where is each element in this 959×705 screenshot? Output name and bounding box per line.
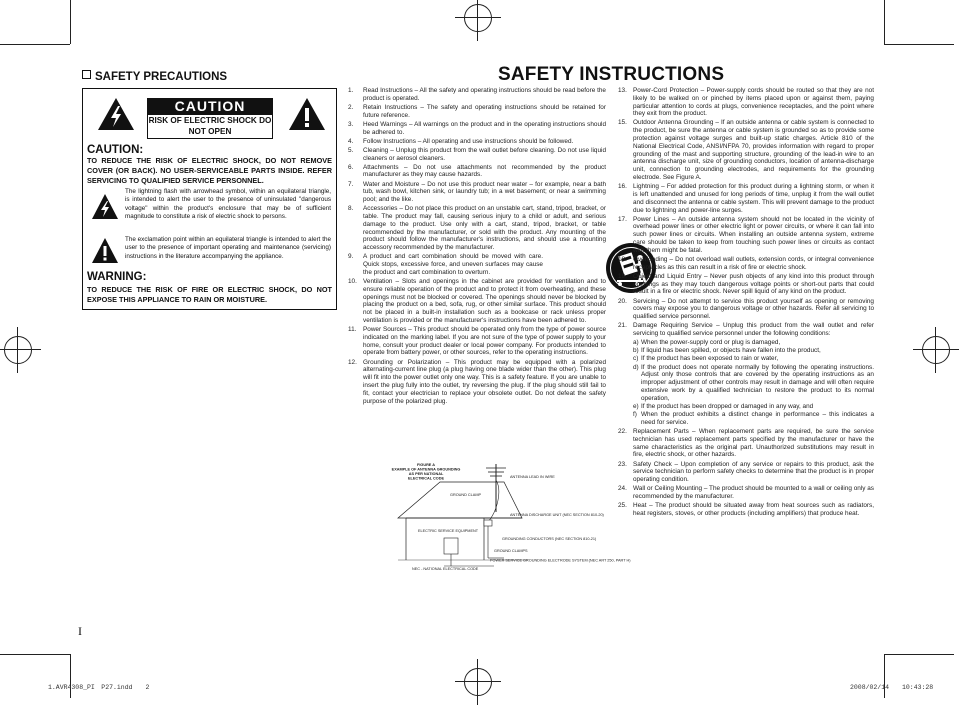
- item-number: 15.: [618, 119, 627, 127]
- instruction-item: Power-Cord Protection – Power-supply cords should be routed so that they are not likely to be walked on or pinched by items placed upon or against them, paying particular attention to cords at plugs, convenience receptacles, and the point where they exit from the product.: [633, 87, 874, 118]
- lightning-symbol-icon: [91, 193, 119, 221]
- exclamation-warning-icon: [288, 97, 326, 131]
- item-number: 8.: [348, 205, 354, 213]
- instruction-item: A product and cart combination should be moved with care. Quick stops, excessive force, and uneven surfaces may cause the product and cart combination to overturn.: [363, 253, 543, 276]
- safety-precautions-title: SAFETY PRECAUTIONS: [95, 71, 228, 83]
- condition-item: When the power-supply cord or plug is damaged,: [641, 339, 781, 347]
- shock-warning-label: RISK OF ELECTRIC SHOCK DO NOT OPEN: [147, 114, 273, 139]
- sub-letter: c): [633, 355, 639, 363]
- item-number: 18.: [618, 255, 627, 263]
- instruction-item: Damage Requiring Service – Unplug this product from the wall outlet and refer servicing to qualified service personnel under the following conditions:: [633, 322, 874, 337]
- figure-label-ground-clamps: GROUND CLAMPS: [494, 549, 528, 553]
- instruction-item: Read Instructions – All the safety and operating instructions should be read before the product is operated.: [363, 87, 606, 102]
- lightning-warning-icon: [97, 97, 135, 131]
- instruction-item: Object and Liquid Entry – Never push objects of any kind into this product through openings as they may touch dangerous voltage points or short-out parts that could result in a fire or electric shock. Never spill liquid of any kind on the product.: [633, 272, 874, 296]
- instruction-item: Outdoor Antenna Grounding – If an outside antenna or cable system is connected to the product, be sure the antenna or cable system is grounded so as to provide some protection against voltage surges and built-up static charges. Article 810 of the National Electrical Code, ANSI/NFPA 70, provides information with regard to proper grounding of the mast and supporting structure, grounding of the lead-in wire to an antenna discharge unit, size of grounding conductors, location of antenna-discharge unit, connection to grounding electrodes, and requirements for the grounding electrode. See Figure A.: [633, 119, 874, 182]
- instruction-item: Overloading – Do not overload wall outlets, extension cords, or integral convenience receptacles as this can result in a risk of fire or electric shock.: [633, 255, 874, 271]
- item-number: 20.: [618, 297, 627, 305]
- item-number: 9.: [348, 253, 354, 261]
- caution-text: TO REDUCE THE RISK OF ELECTRIC SHOCK, DO NOT REMOVE COVER (OR BACK). NO USER-SERVICEABLE PARTS INSIDE. REFER SERVICING TO QUALIFIED SERVICE PERSONNEL.: [87, 156, 332, 185]
- sub-letter: b): [633, 347, 639, 355]
- sub-letter: d): [633, 363, 639, 371]
- item-number: 11.: [348, 326, 357, 334]
- figure-subtitle: EXAMPLE OF ANTENNA GROUNDING: [391, 467, 461, 472]
- item-number: 19.: [618, 272, 627, 280]
- instruction-item: Retain Instructions – The safety and operating instructions should be retained for future reference.: [363, 103, 606, 119]
- figure-label-nec: NEC - NATIONAL ELECTRICAL CODE: [412, 567, 479, 571]
- instruction-item: Safety Check – Upon completion of any service or repairs to this product, ask the service technician to perform safety checks to determine that the product is in proper operating condition.: [633, 460, 874, 484]
- item-number: 10.: [348, 278, 357, 285]
- figure-subtitle-2: AS PER NATIONAL: [408, 472, 444, 476]
- figure-subtitle-3: ELECTRICAL CODE: [407, 476, 445, 481]
- figure-label-discharge-unit: ANTENNA DISCHARGE UNIT (NEC SECTION 810-20): [510, 513, 604, 517]
- condition-item: If the product has been dropped or damaged in any way, and: [641, 403, 814, 411]
- item-number: 23.: [618, 460, 627, 468]
- item-number: 12.: [348, 358, 357, 366]
- instruction-item: Attachments – Do not use attachments not recommended by the product manufacturer as they may cause hazards.: [363, 163, 606, 179]
- caution-box: [82, 88, 337, 310]
- caution-title: CAUTION:: [87, 144, 144, 156]
- condition-item: When the product exhibits a distinct change in performance – this indicates a need for service.: [641, 411, 874, 426]
- instruction-item: Power Sources – This product should be operated only from the type of power source indicated on the marking label. If you are not sure of the type of power supply to your home, consult your product dealer or local power company. For products intended to operate from battery power, or other sources, refer to the operating instructions.: [363, 326, 606, 357]
- exclamation-symbol-icon: [91, 237, 119, 265]
- instruction-item: Water and Moisture – Do not use this product near water – for example, near a bath tub, wash bowl, kitchen sink, or laundry tub; in a wet basement; or near a swimming pool; and the like.: [363, 180, 606, 204]
- figure-label-electric-service: ELECTRIC SERVICE EQUIPMENT: [418, 529, 479, 533]
- item-number: 22.: [618, 428, 627, 436]
- instruction-item: Grounding or Polarization – This product may be equipped with a polarized alternating-current line plug (a plug having one blade wider than the other). This plug will fit into the power outlet only one way. This is a safety feature. If you are unable to insert the plug fully into the outlet, try reversing the plug. If the plug should still fail to fit, contact your electrician to replace your obsolete outlet. Do not defeat the safety purpose of the polarized plug.: [363, 358, 606, 405]
- figure-label-grounding-conductors: GROUNDING CONDUCTORS (NEC SECTION 810-21): [502, 537, 597, 541]
- instructions-column-1: [348, 87, 606, 407]
- figure-title: FIGURE A: [417, 463, 435, 467]
- item-number: 4.: [348, 137, 354, 145]
- instruction-item: Heed Warnings – All warnings on the product and in the operating instructions should be adhered to.: [363, 120, 606, 136]
- instruction-item: Follow Instructions – All operating and use instructions should be followed.: [363, 137, 574, 145]
- page-title: SAFETY INSTRUCTIONS: [498, 64, 725, 85]
- instruction-item: Wall or Ceiling Mounting – The product should be mounted to a wall or ceiling only as recommended by the manufacturer.: [633, 485, 874, 501]
- item-number: 5.: [348, 146, 354, 154]
- safety-precautions-heading: [82, 70, 227, 83]
- instruction-item: Lightning – For added protection for this product during a lightning storm, or when it is left unattended and unused for long periods of time, unplug it from the wall outlet and disconnect the antenna or cable system. This will prevent damage to the product due to lightning and power-line surges.: [633, 183, 874, 214]
- instruction-item: Ventilation – Slots and openings in the cabinet are provided for ventilation and to ensure reliable operation of the product and to protect it from overheating, and these openings must not be blocked or covered. The openings should never be blocked by placing the product on a bed, sofa, rug, or other similar surface. This product should not be placed in a built-in installation such as a bookcase or rack unless proper ventilation is provided or the manufacturer's instructions have been adhered to.: [363, 278, 606, 324]
- instruction-item: Servicing – Do not attempt to service this product yourself as opening or removing covers may expose you to dangerous voltage or other hazards. Refer all servicing to qualified service personnel.: [633, 297, 874, 321]
- figure-label-ground-clamp: GROUND CLAMP: [450, 493, 482, 497]
- item-number: 2.: [348, 103, 354, 111]
- item-number: 7.: [348, 180, 354, 188]
- instruction-item: Cleaning – Unplug this product from the wall outlet before cleaning. Do not use liquid cleaners or aerosol cleaners.: [363, 146, 606, 162]
- warning-text: TO REDUCE THE RISK OF FIRE OR ELECTRIC SHOCK, DO NOT EXPOSE THIS APPLIANCE TO RAIN OR MOISTURE.: [87, 285, 332, 304]
- item-number: 21.: [618, 322, 627, 330]
- footer-timestamp: 2008/02/14 10:43:28: [850, 684, 934, 691]
- item-number: 13.: [618, 87, 627, 94]
- figure-label-antenna-lead: ANTENNA LEAD IN WIRE: [510, 475, 555, 479]
- lightning-explanation: The lightning flash with arrowhead symbol, within an equilateral triangle, is intended to alert the user to the presence of uninsulated "dangerous voltage" within the product's enclosure that may be of sufficient magnitude to constitute a risk of electric shock to persons.: [125, 188, 331, 221]
- sub-letter: e): [633, 403, 639, 411]
- sub-letter: f): [633, 411, 637, 419]
- item-number: 24.: [618, 485, 627, 493]
- item-number: 6.: [348, 163, 354, 171]
- item-number: 17.: [618, 215, 627, 223]
- instruction-item: Heat – The product should be situated away from heat sources such as radiators, heat registers, stoves, or other products (including amplifiers) that produce heat.: [633, 502, 874, 517]
- caution-label: CAUTION: [147, 98, 273, 114]
- footer-filename: 1.AVR4308_PI P27.indd 2: [48, 684, 150, 691]
- instruction-item: Power Lines – An outside antenna system should not be located in the vicinity of overhead power lines or other electric light or power circuits, or where it can fall into such power lines or circuits. When installing an outside antenna system, extreme care should be taken to keep from touching such power lines or circuits as contact with them might be fatal.: [633, 215, 874, 254]
- sub-letter: a): [633, 339, 639, 347]
- figure-label-power-service: POWER SERVICE GROUNDING ELECTRODE SYSTEM (NEC ART 250, PART H): [490, 558, 631, 563]
- page-number: I: [78, 624, 82, 638]
- warning-title: WARNING:: [87, 271, 147, 283]
- checkbox-bullet-icon: [82, 70, 91, 79]
- item-number: 25.: [618, 502, 627, 510]
- condition-item: If the product has been exposed to rain or water,: [641, 355, 779, 363]
- instructions-column-2: [618, 87, 874, 519]
- condition-item: If liquid has been spilled, or objects have fallen into the product,: [641, 347, 821, 355]
- item-number: 3.: [348, 120, 354, 128]
- condition-item: If the product does not operate normally by following the operating instructions. Adjust only those controls that are covered by the operating instructions as an improper adjustment of other controls may result in damage and will often require extensive work by a qualified technician to restore the product to its normal operation,: [641, 363, 874, 402]
- instruction-item: Accessories – Do not place this product on an unstable cart, stand, tripod, bracket, or table. The product may fall, causing serious injury to a child or adult, and serious damage to the product. Use only with a cart, stand, tripod, bracket, or table recommended by the manufacturer, or sold with the product. Any mounting of the product should follow the manufacturer's instructions, and should use a mounting accessory recommended by the manufacturer.: [363, 205, 606, 252]
- item-number: 16.: [618, 183, 627, 191]
- item-number: 1.: [348, 87, 354, 94]
- instruction-item: Replacement Parts – When replacement parts are required, be sure the service technician has used replacement parts specified by the manufacturer or have the same characteristics as the original part. Unauthorized substitutions may result in fire, electric shock, or other hazards.: [633, 428, 874, 459]
- exclamation-explanation: The exclamation point within an equilateral triangle is intended to alert the user to the presence of important operating and maintenance (servicing) instructions in the literature accompanying the appliance.: [125, 236, 331, 260]
